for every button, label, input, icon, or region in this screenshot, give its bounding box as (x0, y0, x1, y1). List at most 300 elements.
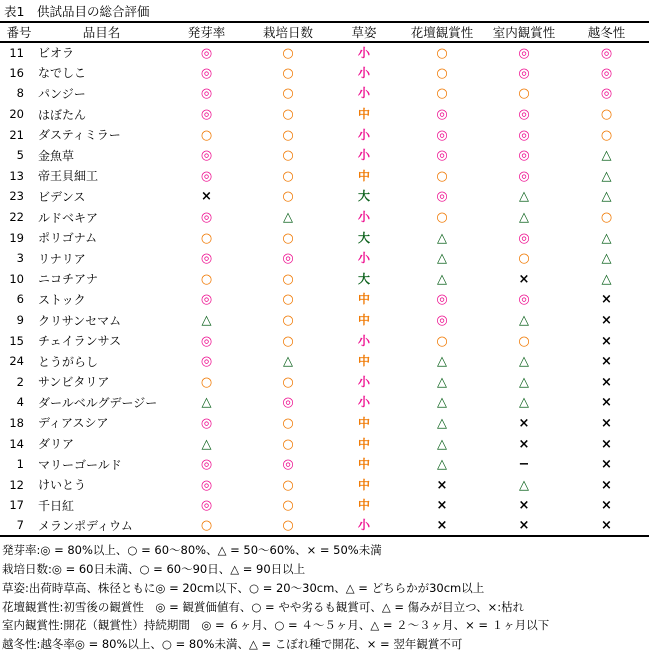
cell-overwintering (564, 269, 649, 290)
cell-flowerbed-ornamental (400, 289, 484, 310)
cell-flowerbed-ornamental (400, 330, 484, 351)
cell-overwintering (564, 207, 649, 228)
footnote-overwintering: 越冬性:越冬率◎ = 80%以上、○ = 80%未満、△ = こぼれ種で開花、× = 翌年観賞不可 (2, 637, 463, 652)
rating-symbol: △ (283, 210, 293, 226)
rating-symbol: △ (601, 168, 612, 184)
cell-flowerbed-ornamental (400, 186, 484, 207)
rating-symbol: 中 (357, 436, 370, 451)
rating-symbol: ○ (436, 65, 448, 81)
row-number: 6 (16, 292, 24, 307)
rating-symbol: ○ (600, 127, 613, 143)
row-number: 21 (9, 127, 24, 142)
cell-plant-form (328, 269, 400, 290)
cell-cultivation-days (248, 351, 328, 372)
table-row (0, 63, 649, 84)
table-title: 表1 供試品目の総合評価 (4, 4, 150, 19)
rating-symbol: 小 (357, 333, 370, 348)
item-name: サンビタリア (38, 375, 110, 390)
cell-flowerbed-ornamental (400, 454, 484, 475)
cell-cultivation-days (248, 63, 328, 84)
rating-symbol: ○ (436, 168, 448, 184)
cell-overwintering (564, 124, 649, 145)
rating-symbol: ◎ (200, 333, 213, 349)
table-row (0, 495, 649, 516)
rating-symbol: ◎ (200, 86, 213, 102)
item-name: ダスティミラー (38, 128, 121, 143)
cell-flowerbed-ornamental (400, 413, 484, 434)
rating-symbol: ○ (436, 86, 448, 102)
row-number: 9 (16, 313, 24, 328)
table-row (0, 104, 649, 125)
rating-symbol: △ (437, 374, 447, 390)
cell-overwintering (564, 186, 649, 207)
rating-symbol: × (601, 518, 612, 534)
cell-cultivation-days (248, 104, 328, 125)
item-name: ビデンス (38, 189, 86, 204)
rating-symbol: △ (519, 189, 529, 205)
rating-symbol: ◎ (436, 148, 448, 164)
col-header-flowerbed-ornamental: 花壇観賞性 (400, 22, 484, 42)
cell-germination-rate (165, 248, 248, 269)
cell-cultivation-days (248, 495, 328, 516)
rating-symbol: ◎ (518, 168, 530, 184)
rating-symbol: ◎ (200, 168, 213, 184)
rating-symbol: ◎ (200, 148, 213, 164)
cell-flowerbed-ornamental (400, 42, 484, 63)
rating-symbol: ◎ (200, 415, 213, 431)
rating-symbol: ◎ (518, 65, 530, 81)
table-body (0, 42, 649, 536)
cell-germination-rate (165, 104, 248, 125)
cell-germination-rate (165, 186, 248, 207)
rating-symbol: 小 (357, 45, 370, 60)
rating-symbol: 大 (357, 271, 370, 286)
rating-symbol: △ (519, 374, 529, 390)
cell-germination-rate (165, 289, 248, 310)
rating-symbol: ○ (282, 45, 294, 61)
rating-symbol: ○ (282, 436, 294, 452)
rating-symbol: ○ (282, 313, 294, 329)
rating-symbol: ○ (518, 86, 530, 102)
rating-symbol: × (436, 518, 448, 534)
col-header-number: 番号 (0, 22, 38, 42)
rating-symbol: × (518, 436, 530, 452)
item-name: けいとう (38, 478, 87, 493)
rating-symbol: 小 (357, 374, 370, 389)
cell-cultivation-days (248, 83, 328, 104)
cell-plant-form (328, 63, 400, 84)
rating-symbol: △ (201, 436, 212, 452)
row-number: 3 (16, 251, 24, 266)
cell-flowerbed-ornamental (400, 63, 484, 84)
rating-symbol: × (518, 415, 530, 431)
rating-symbol: 小 (357, 86, 370, 101)
col-header-item-name: 品目名 (38, 22, 165, 42)
row-number: 22 (9, 210, 24, 225)
cell-cultivation-days (248, 207, 328, 228)
rating-symbol: 中 (357, 313, 370, 328)
cell-germination-rate (165, 372, 248, 393)
cell-overwintering (564, 145, 649, 166)
cell-plant-form (328, 392, 400, 413)
table-row (0, 145, 649, 166)
rating-symbol: 小 (357, 518, 370, 533)
cell-germination-rate (165, 269, 248, 290)
rating-symbol: ○ (200, 127, 213, 143)
rating-symbol: ○ (282, 168, 294, 184)
table-row (0, 392, 649, 413)
cell-plant-form (328, 330, 400, 351)
rating-symbol: ◎ (518, 230, 530, 246)
row-number: 23 (9, 189, 24, 204)
rating-symbol: △ (519, 477, 529, 493)
cell-germination-rate (165, 392, 248, 413)
row-number: 8 (16, 86, 24, 101)
cell-overwintering (564, 413, 649, 434)
cell-germination-rate (165, 330, 248, 351)
rating-symbol: ○ (282, 374, 294, 390)
table-row (0, 248, 649, 269)
rating-symbol: ○ (282, 65, 294, 81)
rating-symbol: ◎ (436, 313, 448, 329)
rating-symbol: △ (519, 395, 529, 411)
rating-symbol: 中 (357, 107, 370, 122)
item-name: 金魚草 (38, 148, 75, 163)
table-row (0, 474, 649, 495)
footnote-cultivation-days: 栽培日数:◎ = 60日未満、○ = 60～90日、△ = 90日以上 (2, 562, 306, 577)
cell-flowerbed-ornamental (400, 392, 484, 413)
rating-symbol: ◎ (282, 251, 294, 267)
item-name: ビオラ (38, 46, 75, 61)
item-name: チェイランサス (38, 334, 122, 349)
rating-symbol: ○ (282, 230, 294, 246)
cell-overwintering (564, 330, 649, 351)
cell-germination-rate (165, 145, 248, 166)
rating-symbol: ◎ (200, 107, 213, 123)
rating-symbol: △ (201, 313, 212, 329)
cell-cultivation-days (248, 124, 328, 145)
cell-germination-rate (165, 413, 248, 434)
cell-flowerbed-ornamental (400, 351, 484, 372)
item-name: ダールベルグデージー (38, 395, 158, 410)
rating-symbol: △ (601, 230, 612, 246)
cell-flowerbed-ornamental (400, 269, 484, 290)
cell-overwintering (564, 454, 649, 475)
rating-symbol: ○ (282, 477, 294, 493)
cell-plant-form (328, 413, 400, 434)
rating-symbol: 大 (357, 230, 370, 245)
cell-indoor-ornamental (484, 392, 564, 413)
rating-symbol: × (601, 374, 612, 390)
cell-indoor-ornamental (484, 372, 564, 393)
table-row (0, 186, 649, 207)
rating-symbol: × (436, 477, 448, 493)
cell-germination-rate (165, 83, 248, 104)
rating-symbol: ○ (600, 210, 613, 226)
rating-symbol: △ (601, 189, 612, 205)
cell-overwintering (564, 83, 649, 104)
footnote-flowerbed-ornamental: 花壇観賞性:初雪後の観賞性 ◎ = 観賞価値有、○ = やや劣るも観賞可、△ = 傷みが目立つ、×:枯れ (2, 599, 525, 614)
cell-flowerbed-ornamental (400, 166, 484, 187)
cell-plant-form (328, 145, 400, 166)
rating-symbol: △ (437, 230, 447, 246)
rating-symbol: △ (437, 251, 447, 267)
cell-germination-rate (165, 454, 248, 475)
rating-symbol: ○ (282, 271, 294, 287)
cell-overwintering (564, 42, 649, 63)
cell-cultivation-days (248, 474, 328, 495)
rating-symbol: × (601, 415, 612, 431)
item-name: メランポディウム (38, 518, 133, 533)
header-row (0, 22, 649, 42)
table-row (0, 83, 649, 104)
rating-symbol: − (518, 457, 530, 473)
cell-germination-rate (165, 351, 248, 372)
cell-indoor-ornamental (484, 516, 564, 537)
rating-symbol: ○ (200, 518, 213, 534)
cell-flowerbed-ornamental (400, 83, 484, 104)
rating-symbol: ○ (518, 251, 530, 267)
rating-symbol: ○ (200, 230, 213, 246)
table-row (0, 269, 649, 290)
cell-plant-form (328, 474, 400, 495)
rating-symbol: ◎ (200, 45, 213, 61)
footnotes (0, 537, 649, 654)
rating-symbol: ◎ (200, 498, 213, 514)
rating-symbol: △ (519, 354, 529, 370)
cell-germination-rate (165, 516, 248, 537)
rating-symbol: △ (519, 210, 529, 226)
cell-cultivation-days (248, 330, 328, 351)
cell-indoor-ornamental (484, 166, 564, 187)
footnote-indoor-ornamental: 室内観賞性:開花（観賞性）持続期間 ◎ = ６ヶ月、○ = ４～５ヶ月、△ = ２～３ヶ月、× = １ヶ月以下 (2, 618, 550, 633)
cell-germination-rate (165, 42, 248, 63)
cell-overwintering (564, 474, 649, 495)
rating-symbol: × (518, 518, 530, 534)
item-name: パンジー (38, 86, 86, 101)
rating-symbol: × (601, 354, 612, 370)
rating-symbol: × (436, 498, 448, 514)
row-number: 19 (9, 230, 24, 245)
rating-symbol: ○ (436, 210, 448, 226)
rating-symbol: △ (201, 395, 212, 411)
cell-indoor-ornamental (484, 42, 564, 63)
item-name: 千日紅 (38, 498, 75, 513)
table-row (0, 289, 649, 310)
cell-overwintering (564, 310, 649, 331)
cell-indoor-ornamental (484, 433, 564, 454)
col-header-indoor-ornamental: 室内観賞性 (484, 22, 564, 42)
item-name: マリーゴールド (38, 457, 122, 472)
rating-symbol: × (601, 292, 612, 308)
item-name: ルドベキア (38, 210, 99, 225)
rating-symbol: ◎ (518, 107, 530, 123)
rating-symbol: × (601, 395, 612, 411)
rating-symbol: △ (601, 148, 612, 164)
cell-flowerbed-ornamental (400, 145, 484, 166)
rating-symbol: ◎ (200, 354, 213, 370)
cell-cultivation-days (248, 454, 328, 475)
rating-symbol: △ (601, 251, 612, 267)
cell-cultivation-days (248, 269, 328, 290)
rating-symbol: ◎ (436, 292, 448, 308)
row-number: 10 (9, 271, 24, 286)
rating-symbol: 中 (357, 354, 370, 369)
rating-symbol: 小 (357, 148, 370, 163)
cell-plant-form (328, 433, 400, 454)
cell-indoor-ornamental (484, 63, 564, 84)
cell-cultivation-days (248, 310, 328, 331)
rating-symbol: ◎ (518, 292, 530, 308)
rating-symbol: △ (437, 354, 447, 370)
cell-indoor-ornamental (484, 145, 564, 166)
rating-symbol: ○ (282, 107, 294, 123)
rating-symbol: 中 (357, 415, 370, 430)
footnote-plant-form: 草姿:出荷時草高、株径ともに◎ = 20cm以下、○ = 20～30cm、△ = どちらかが30cm以上 (2, 580, 485, 595)
cell-flowerbed-ornamental (400, 372, 484, 393)
rating-symbol: ◎ (600, 45, 613, 61)
rating-symbol: 小 (357, 395, 370, 410)
cell-flowerbed-ornamental (400, 104, 484, 125)
item-name: とうがらし (38, 354, 99, 369)
cell-germination-rate (165, 124, 248, 145)
rating-symbol: 小 (357, 251, 370, 266)
cell-overwintering (564, 104, 649, 125)
cell-plant-form (328, 351, 400, 372)
cell-indoor-ornamental (484, 474, 564, 495)
table-row (0, 372, 649, 393)
rating-symbol: × (201, 189, 212, 205)
rating-symbol: △ (437, 436, 447, 452)
cell-indoor-ornamental (484, 186, 564, 207)
row-number: 24 (9, 354, 24, 369)
cell-germination-rate (165, 474, 248, 495)
cell-indoor-ornamental (484, 207, 564, 228)
cell-flowerbed-ornamental (400, 227, 484, 248)
cell-cultivation-days (248, 186, 328, 207)
rating-symbol: △ (437, 395, 447, 411)
cell-plant-form (328, 454, 400, 475)
cell-plant-form (328, 207, 400, 228)
table-row (0, 207, 649, 228)
item-name: 帝王貝細工 (38, 169, 99, 184)
rating-symbol: × (518, 271, 530, 287)
cell-cultivation-days (248, 145, 328, 166)
rating-symbol: ◎ (200, 477, 213, 493)
evaluation-table (0, 21, 649, 537)
rating-symbol: × (601, 436, 612, 452)
cell-indoor-ornamental (484, 248, 564, 269)
rating-symbol: × (601, 498, 612, 514)
table-row (0, 124, 649, 145)
rating-symbol: 小 (357, 65, 370, 80)
cell-cultivation-days (248, 392, 328, 413)
row-number: 15 (9, 333, 24, 348)
cell-germination-rate (165, 207, 248, 228)
table-row (0, 42, 649, 63)
cell-flowerbed-ornamental (400, 495, 484, 516)
cell-overwintering (564, 227, 649, 248)
rating-symbol: ○ (282, 127, 294, 143)
cell-flowerbed-ornamental (400, 433, 484, 454)
rating-symbol: 小 (357, 127, 370, 142)
cell-plant-form (328, 186, 400, 207)
cell-overwintering (564, 63, 649, 84)
rating-symbol: × (601, 477, 612, 493)
cell-plant-form (328, 124, 400, 145)
cell-flowerbed-ornamental (400, 474, 484, 495)
item-name: ストック (38, 292, 86, 307)
rating-symbol: ○ (282, 415, 294, 431)
rating-symbol: ◎ (282, 457, 294, 473)
table-row (0, 310, 649, 331)
rating-symbol: ○ (282, 292, 294, 308)
cell-flowerbed-ornamental (400, 124, 484, 145)
cell-germination-rate (165, 433, 248, 454)
cell-overwintering (564, 495, 649, 516)
rating-symbol: ○ (282, 333, 294, 349)
cell-indoor-ornamental (484, 330, 564, 351)
col-header-overwintering: 越冬性 (564, 22, 649, 42)
rating-symbol: ◎ (518, 127, 530, 143)
rating-symbol: ○ (282, 86, 294, 102)
row-number: 4 (16, 395, 24, 410)
rating-symbol: 中 (357, 292, 370, 307)
rating-symbol: × (601, 333, 612, 349)
cell-plant-form (328, 42, 400, 63)
footnote-germination-rate: 発芽率:◎ = 80%以上、○ = 60～80%、△ = 50～60%、× = 50%未満 (2, 543, 382, 558)
rating-symbol: × (601, 313, 612, 329)
cell-germination-rate (165, 310, 248, 331)
rating-symbol: ◎ (200, 251, 213, 267)
table-row (0, 330, 649, 351)
cell-flowerbed-ornamental (400, 310, 484, 331)
row-number: 16 (9, 65, 24, 80)
rating-symbol: 大 (357, 189, 370, 204)
rating-symbol: △ (437, 457, 447, 473)
cell-plant-form (328, 248, 400, 269)
cell-cultivation-days (248, 42, 328, 63)
rating-symbol: ○ (436, 333, 448, 349)
rating-symbol: 中 (357, 457, 370, 472)
row-number: 13 (9, 168, 24, 183)
cell-overwintering (564, 392, 649, 413)
cell-plant-form (328, 516, 400, 537)
cell-overwintering (564, 351, 649, 372)
table-row (0, 433, 649, 454)
col-header-cultivation-days: 栽培日数 (248, 22, 328, 42)
cell-indoor-ornamental (484, 310, 564, 331)
cell-germination-rate (165, 495, 248, 516)
table-row (0, 454, 649, 475)
rating-symbol: ◎ (200, 65, 213, 81)
cell-flowerbed-ornamental (400, 516, 484, 537)
rating-symbol: ◎ (200, 210, 213, 226)
cell-flowerbed-ornamental (400, 207, 484, 228)
cell-cultivation-days (248, 516, 328, 537)
cell-overwintering (564, 433, 649, 454)
cell-overwintering (564, 372, 649, 393)
cell-plant-form (328, 83, 400, 104)
rating-symbol: ◎ (518, 148, 530, 164)
rating-symbol: × (601, 457, 612, 473)
cell-overwintering (564, 289, 649, 310)
cell-indoor-ornamental (484, 227, 564, 248)
rating-symbol: ◎ (200, 457, 213, 473)
cell-plant-form (328, 372, 400, 393)
cell-plant-form (328, 495, 400, 516)
cell-plant-form (328, 104, 400, 125)
